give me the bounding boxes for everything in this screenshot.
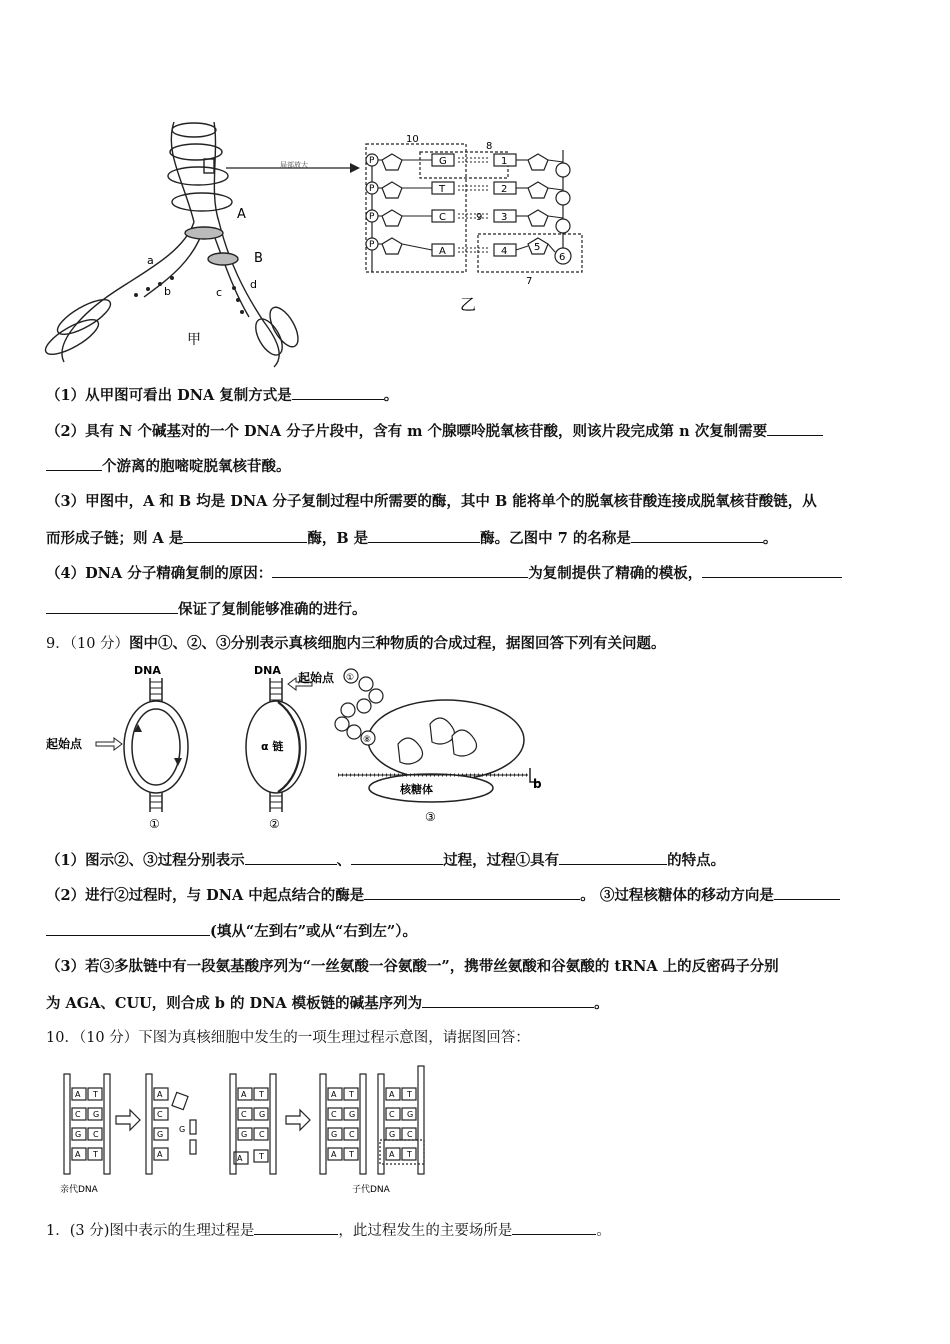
base-label: G [241, 1130, 248, 1139]
number-label: 3 [501, 212, 508, 223]
base-label: A [157, 1090, 163, 1099]
number-label: 6 [559, 252, 566, 263]
base-label: G [93, 1110, 100, 1119]
amino-acid [359, 677, 373, 691]
amino-acid-label-8: ⑧ [363, 735, 372, 745]
amino-acid [347, 725, 361, 739]
base-label: C [75, 1110, 81, 1119]
answer-blank[interactable] [292, 385, 384, 400]
answer-blank[interactable] [46, 599, 178, 614]
strand-d-label: d [250, 278, 257, 291]
figure-yi [358, 132, 588, 317]
q8-part4b: 保证了复制能够准确的进行。 [46, 599, 367, 620]
amino-acid [341, 703, 355, 717]
number-label: 2 [501, 184, 508, 195]
dna-label-1: DNA [134, 664, 161, 677]
figure-q10 [54, 1060, 444, 1200]
origin-label-left: 起始点 [46, 737, 83, 751]
base-label: A [75, 1150, 81, 1159]
process-label-1: ① [149, 817, 160, 831]
answer-blank[interactable] [422, 993, 594, 1008]
amino-acid [357, 699, 371, 713]
q8-part4a: （4）DNA 分子精确复制的原因： 为复制提供了精确的模板， [46, 563, 842, 584]
base-label: A [157, 1150, 163, 1159]
base-label: A [389, 1150, 395, 1159]
base-label: G [439, 156, 447, 167]
base-label: A [331, 1090, 337, 1099]
helix-coil [170, 144, 222, 160]
helix-coil [172, 193, 232, 211]
phosphate-label: P [369, 184, 375, 194]
answer-blank[interactable] [631, 528, 763, 543]
answer-blank[interactable] [368, 528, 480, 543]
answer-blank[interactable] [512, 1220, 596, 1235]
answer-blank[interactable] [774, 885, 840, 900]
ribosome-label: 核糖体 [400, 783, 433, 796]
base-label: C [241, 1110, 247, 1119]
base-label: C [157, 1110, 163, 1119]
q10-stem: 10．（10 分）下图为真核细胞中发生的一项生理过程示意图，请据图回答： [46, 1030, 530, 1046]
figure-jia-label: 甲 [187, 332, 201, 348]
q9-stem: 9．（10 分）图中①、②、③分别表示真核细胞内三种物质的合成过程，据图回答下列有关问题。 [46, 635, 666, 652]
strand-c-label: c [216, 286, 223, 299]
number-label: 9 [476, 212, 483, 223]
strand-b-label: b [164, 285, 171, 298]
base-label: C [439, 212, 446, 223]
number-label: 10 [406, 134, 419, 145]
base-label: G [407, 1110, 414, 1119]
phosphate-label: P [369, 240, 375, 250]
base-label: C [349, 1130, 355, 1139]
base-label: C [331, 1110, 337, 1119]
amino-acid [369, 689, 383, 703]
helix-coil [172, 123, 216, 137]
base-label: A [237, 1154, 243, 1163]
base-label: G [389, 1130, 396, 1139]
zoom-arrow-text: 局部放大 [280, 161, 308, 169]
figure-q9 [46, 662, 556, 832]
q8-part3b: 而形成子链；则 A 是 酶，B 是 酶。乙图中 7 的名称是 。 [46, 530, 778, 547]
phosphate-label: P [369, 212, 375, 222]
answer-blank[interactable] [254, 1220, 338, 1235]
base-label: A [439, 246, 446, 257]
base-label: A [389, 1090, 395, 1099]
dna-label-2: DNA [254, 664, 281, 677]
number-label: 4 [501, 246, 508, 257]
q9-part3b: 为 AGA、CUU，则合成 b 的 DNA 模板链的碱基序列为 。 [46, 995, 609, 1012]
base-label: C [93, 1130, 99, 1139]
process-label-3: ③ [425, 810, 436, 824]
base-label: G [349, 1110, 356, 1119]
answer-blank[interactable] [702, 563, 842, 578]
q8-part3a: （3）甲图中，A 和 B 均是 DNA 分子复制过程中所需要的酶，其中 B 能将单个的脱氧核苷酸连接成脱氧核苷酸链，从 [46, 493, 817, 510]
base-label: T [407, 1090, 412, 1099]
q9-part2b: (填从“左到右”或从“右到左”）。 [46, 921, 417, 942]
chain-b-label: b [533, 777, 542, 791]
base-label: C [389, 1110, 395, 1119]
q9-part3a: （3）若③多肽链中有一段氨基酸序列为“一丝氨酸一谷氨酸一”，携带丝氨酸和谷氨酸的 tRNA 上的反密码子分别 [46, 958, 779, 975]
enzyme-b-label: B [254, 251, 263, 266]
number-label: 7 [526, 276, 533, 287]
answer-blank[interactable] [183, 528, 307, 543]
base-label: T [349, 1150, 354, 1159]
q8-part2b: 个游离的胞嘧啶脱氧核苷酸。 [46, 456, 291, 477]
child-dna-label: 子代DNA [352, 1185, 390, 1195]
answer-blank[interactable] [351, 850, 443, 865]
origin-label-top: 起始点 [298, 671, 335, 685]
strand-a-label: a [147, 254, 154, 267]
base-label: T [407, 1150, 412, 1159]
parent-dna-label: 亲代DNA [60, 1185, 98, 1195]
base-label: G [157, 1130, 164, 1139]
base-label: C [259, 1130, 265, 1139]
base-label: G [75, 1130, 82, 1139]
answer-blank[interactable] [364, 885, 580, 900]
base-label: A [241, 1090, 247, 1099]
q10-sub1: 1．(3 分)图中表示的生理过程是 ，此过程发生的主要场所是 。 [46, 1220, 611, 1241]
base-label: G [179, 1125, 186, 1134]
base-label: T [93, 1090, 98, 1099]
base-label: T [259, 1090, 264, 1099]
q8-part2a: （2）具有 N 个碱基对的一个 DNA 分子片段中，含有 m 个腺嘌呤脱氧核苷酸，则该片段完成第 n 次复制需要 [46, 421, 823, 442]
enzyme-b [208, 253, 238, 265]
answer-blank[interactable] [46, 921, 210, 936]
amino-acid-label-1: ① [346, 673, 355, 683]
base-label: C [407, 1130, 413, 1139]
number-label: 1 [501, 156, 508, 167]
process-label-2: ② [269, 817, 280, 831]
base-label: T [439, 184, 446, 195]
answer-blank[interactable] [46, 456, 102, 471]
base-label: T [349, 1090, 354, 1099]
base-label: G [331, 1130, 338, 1139]
answer-blank[interactable] [559, 850, 667, 865]
base-label: A [75, 1090, 81, 1099]
enzyme-a [185, 227, 223, 239]
figure-jia [44, 112, 334, 372]
q9-part1: （1）图示②、③过程分别表示 、 过程，过程①具有 的特点。 [46, 852, 726, 869]
base-label: G [259, 1110, 266, 1119]
amino-acid [335, 717, 349, 731]
base-label: T [93, 1150, 98, 1159]
figure-yi-label: 乙 [460, 295, 477, 314]
phosphate-label: P [369, 156, 375, 166]
alpha-chain-label: α 链 [261, 740, 284, 753]
zoom-arrow [222, 158, 362, 178]
q8-part1: （1）从甲图可看出 DNA 复制方式是 。 [46, 387, 399, 404]
enzyme-a-label: A [237, 207, 246, 222]
q9-part2a: （2）进行②过程时，与 DNA 中起点结合的酶是 。 ③过程核糖体的移动方向是 [46, 885, 840, 906]
number-label: 5 [534, 242, 541, 253]
answer-blank[interactable] [767, 421, 823, 436]
number-label: 8 [486, 141, 493, 152]
base-label: T [259, 1152, 264, 1161]
answer-blank[interactable] [272, 563, 528, 578]
answer-blank[interactable] [245, 850, 337, 865]
base-label: A [331, 1150, 337, 1159]
